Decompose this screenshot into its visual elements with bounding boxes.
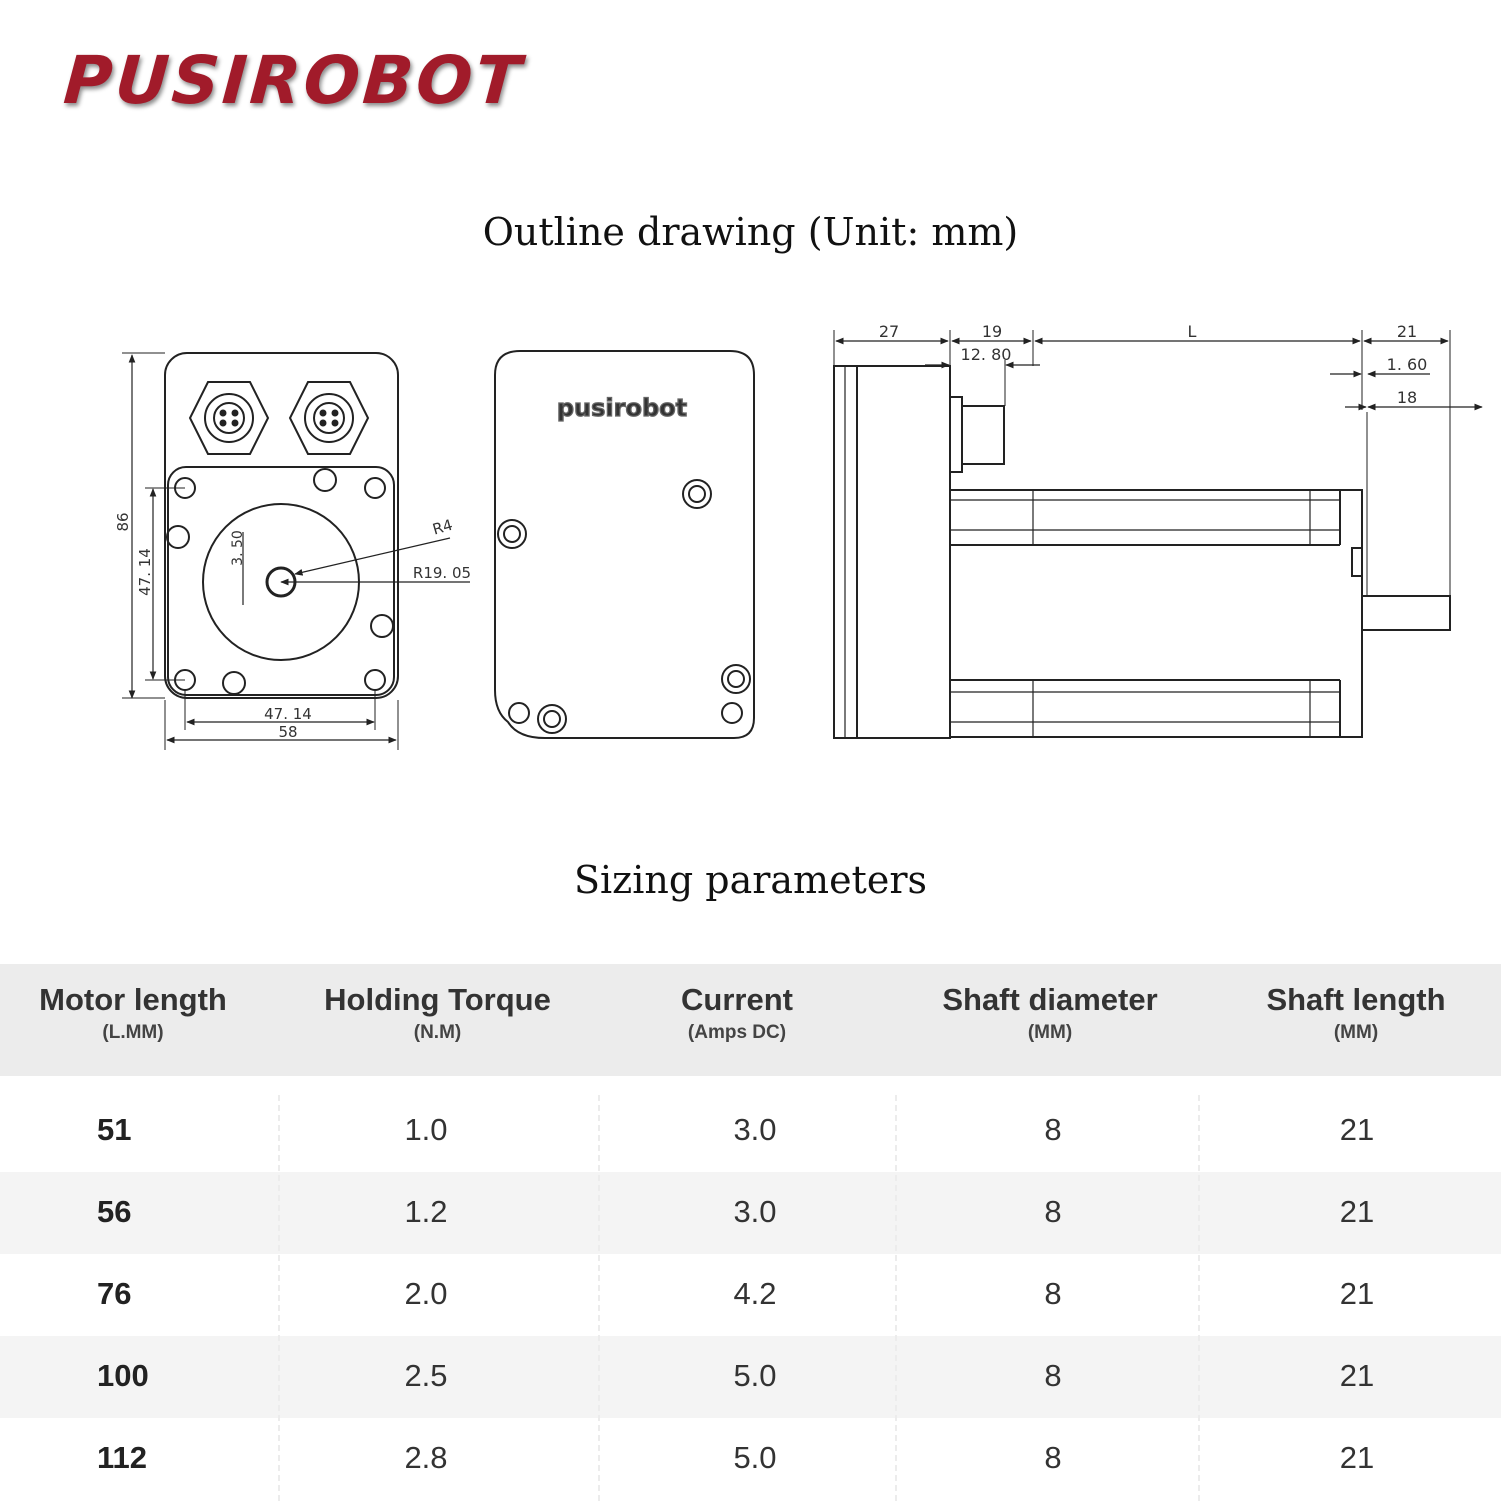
dim-connector-gap: 12. 80 [960, 345, 1012, 364]
header-unit: (MM) [1027, 1022, 1073, 1043]
dim-cover-depth: 27 [878, 322, 900, 341]
cover-brand-text: pusirobot [556, 394, 688, 422]
cell-holding-torque: 1.2 [404, 1194, 448, 1229]
cell-shaft-diameter: 8 [1044, 1358, 1062, 1393]
cell-current: 3.0 [733, 1194, 777, 1229]
header-label: Shaft diameter [942, 982, 1158, 1017]
cell-current: 5.0 [733, 1440, 777, 1475]
table-row [0, 1254, 1501, 1336]
dim-body-length: L [1187, 322, 1197, 341]
header-label: Shaft length [1266, 982, 1446, 1017]
cell-motor-length: 100 [97, 1358, 149, 1393]
outline-drawing-heading: Outline drawing (Unit: mm) [482, 210, 1019, 254]
table-row [0, 1336, 1501, 1418]
cell-motor-length: 56 [97, 1194, 132, 1229]
header-label: Holding Torque [324, 982, 551, 1017]
cell-shaft-diameter: 8 [1044, 1112, 1062, 1147]
cell-holding-torque: 2.8 [404, 1440, 448, 1475]
cell-current: 3.0 [733, 1112, 777, 1147]
header-unit: (N.M) [413, 1022, 462, 1043]
cell-holding-torque: 2.5 [404, 1358, 448, 1393]
cell-shaft-length: 21 [1339, 1440, 1375, 1475]
dim-boss-radius: R19. 05 [412, 564, 472, 582]
connector-left-icon [190, 382, 268, 454]
cell-shaft-diameter: 8 [1044, 1194, 1062, 1229]
front-view [122, 353, 470, 750]
header-label: Motor length [39, 982, 227, 1017]
outline-drawing [0, 300, 1501, 770]
header-unit: (MM) [1333, 1022, 1379, 1043]
pusirobot-logo: PUSIROBOT [61, 42, 527, 119]
side-view [834, 330, 1482, 738]
column-separator [1198, 1095, 1200, 1501]
cell-motor-length: 112 [97, 1440, 148, 1475]
header-motor-length [18, 982, 248, 1044]
cell-shaft-length: 21 [1339, 1112, 1375, 1147]
cell-motor-length: 76 [97, 1276, 132, 1311]
dim-corner-radius: R4 [430, 515, 455, 539]
cell-shaft-diameter: 8 [1044, 1440, 1062, 1475]
header-current [612, 982, 862, 1044]
cell-current: 4.2 [733, 1276, 777, 1311]
cell-holding-torque: 2.0 [404, 1276, 448, 1311]
sizing-table [0, 964, 1501, 1500]
table-row [0, 1090, 1501, 1172]
dim-height-holes: 47. 14 [136, 548, 154, 596]
dim-connector-depth: 19 [981, 322, 1003, 341]
dim-shaft-usable: 18 [1396, 388, 1418, 407]
header-unit: (L.MM) [102, 1022, 164, 1043]
table-header [0, 964, 1501, 1076]
cell-shaft-diameter: 8 [1044, 1276, 1062, 1311]
column-separator [598, 1095, 600, 1501]
dim-width-overall: 58 [278, 723, 298, 741]
dim-width-holes: 47. 14 [264, 705, 312, 723]
cell-current: 5.0 [733, 1358, 777, 1393]
dim-shaft-offset: 3. 50 [230, 530, 246, 566]
sizing-parameters-heading: Sizing parameters [574, 858, 927, 902]
header-holding-torque [290, 982, 585, 1044]
column-separator [278, 1095, 280, 1501]
column-separator [895, 1095, 897, 1501]
dim-height-overall: 86 [114, 512, 132, 532]
cell-shaft-length: 21 [1339, 1358, 1375, 1393]
dim-flange-step: 1. 60 [1386, 355, 1428, 374]
dim-shaft-length: 21 [1396, 322, 1418, 341]
header-label: Current [681, 982, 793, 1017]
cell-motor-length: 51 [97, 1112, 132, 1147]
header-unit: (Amps DC) [687, 1022, 787, 1043]
header-shaft-length [1220, 982, 1492, 1044]
cell-shaft-length: 21 [1339, 1276, 1375, 1311]
cell-shaft-length: 21 [1339, 1194, 1375, 1229]
connector-right-icon [290, 382, 368, 454]
header-shaft-diameter [905, 982, 1195, 1044]
table-row [0, 1172, 1501, 1254]
table-row [0, 1418, 1501, 1500]
cell-holding-torque: 1.0 [404, 1112, 448, 1147]
